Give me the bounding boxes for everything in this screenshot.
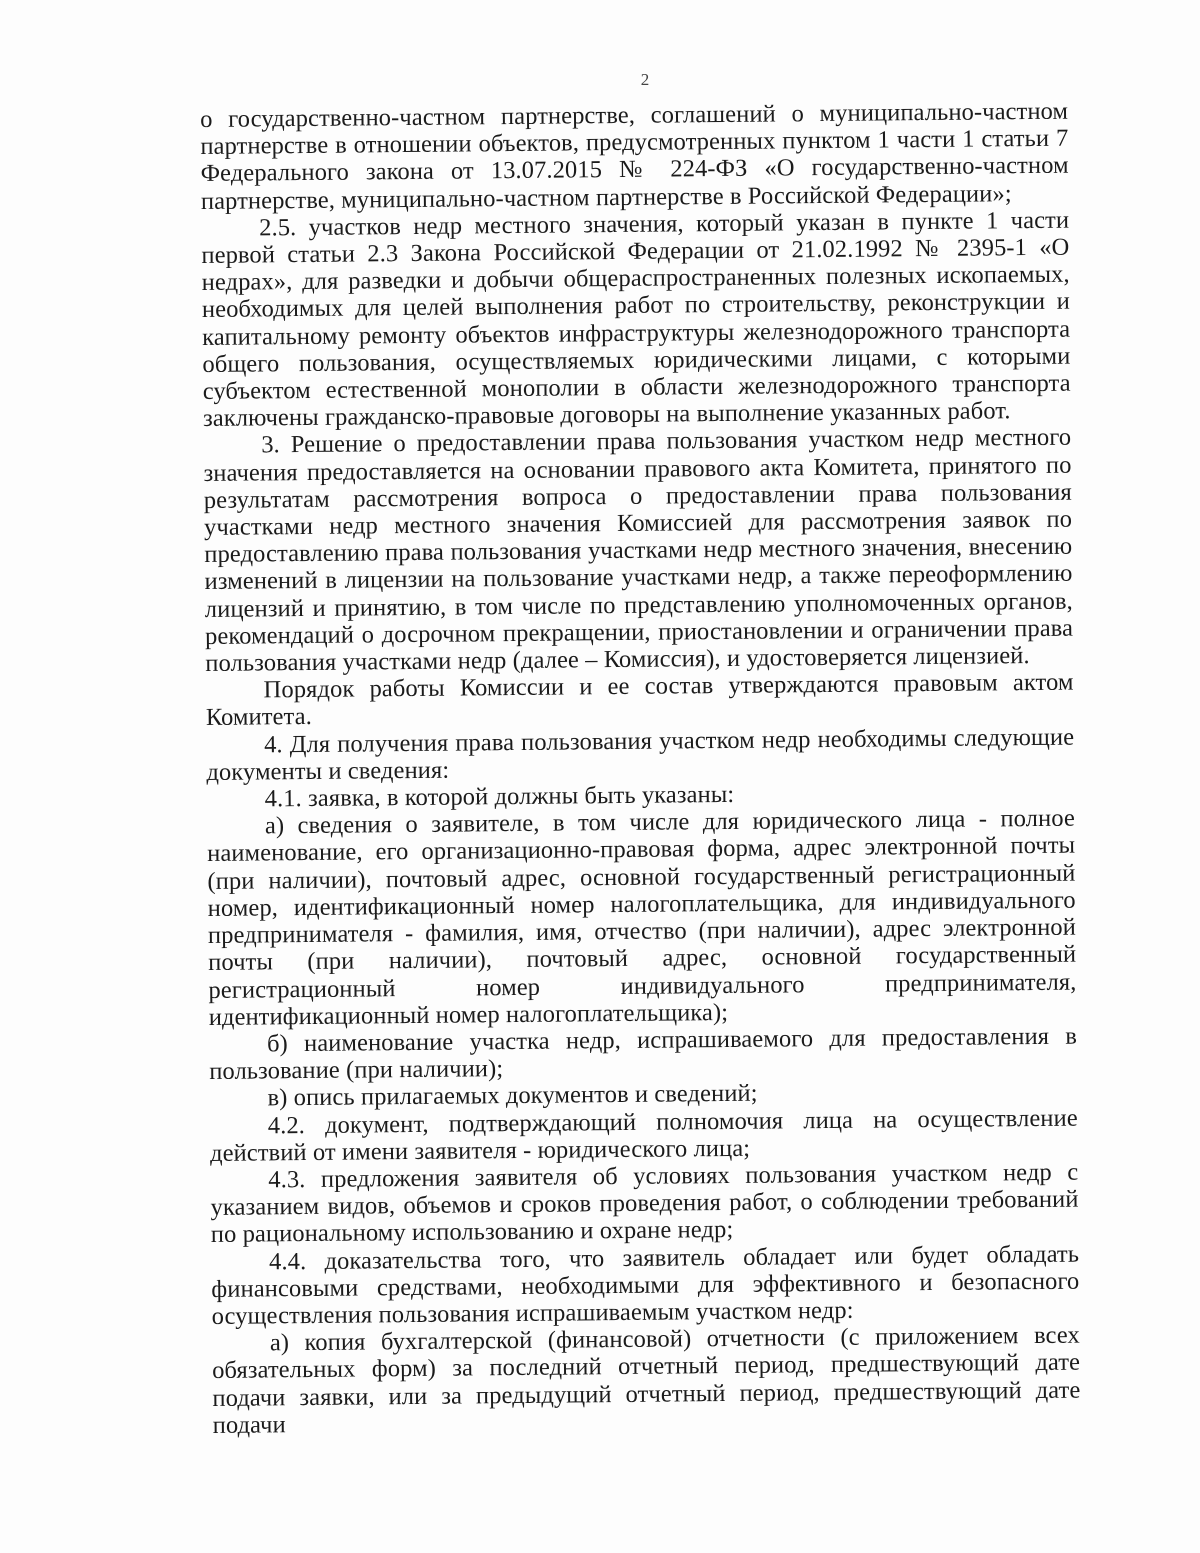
paragraph-4-3: 4.3. предложения заявителя об условиях пользования участком недр с указанием видов, объемов и сроков проведения работ, о соблюдении требований по рациональному использованию и охране недр; (210, 1158, 1079, 1249)
page-number: 2 (640, 70, 650, 89)
paragraph-2-5: 2.5. участков недр местного значения, который указан в пункте 1 части первой статьи 2.3 Закона Российской Федерации от 21.02.1992 № 2395-1 «О недрах», для разведки и добычи общераспространенных полезных ископаемых, необходимых для целей выполнения работ по строительству, реконструкции и капитальному ремонту объектов инфраструктуры железнодорожного транспорта общего пользования, осуществляемых юридическими лицами, с которыми субъектом естественной монополии в области железнодорожного транспорта заключены гражданско-правовые договоры на выполнение указанных работ. (201, 206, 1071, 433)
paragraph-4-1: 4.1. заявка, в которой должны быть указаны: (264, 780, 735, 813)
paragraph-continuation: о государственно-частном партнерстве, соглашений о муниципально-частном партнерстве в отношении объектов, предусмотренных пунктом 1 части 1 статьи 7 Федерального закона от 13.07.2015 № 224-ФЗ «О государственно-частном партнерстве, муниципально-частном партнерстве в Российской Федерации»; (200, 97, 1069, 215)
paragraph-4: 4. Для получения права пользования участком недр необходимы следующие документы и сведения: (206, 723, 1075, 786)
paragraph-4-1-b: б) наименование участка недр, испрашиваемого для предоставления в пользование (при наличии); (209, 1022, 1078, 1086)
paragraph-4-2: 4.2. документ, подтверждающий полномочия лица на осуществление действий от имени заявителя - юридического лица; (209, 1104, 1078, 1167)
paragraph-4-1-a: а) сведения о заявителе, в том числе для юридического лица - полное наименование, его организационно-правовая форма, адрес электронной почты (при наличии), почтовый адрес, основной государственный регистрационный номер, идентификационный номер налогоплательщика, для индивидуального предпринимателя - фамилия, имя, отчество (при наличии), адрес электронной почты (при наличии), почтовый адрес, основной государственный регистрационный номер индивидуального предпринимателя, идентификационный номер налогоплательщика); (207, 804, 1077, 1031)
paragraph-4-4-a: а) копия бухгалтерской (финансовой) отчетности (с приложением всех обязательных форм) за последний отчетный период, предшествующий дате подачи заявки, или за предыдущий отчетный период, предшествующий дате подачи (212, 1321, 1081, 1439)
paragraph-4-4: 4.4. доказательства того, что заявитель обладает или будет обладать финансовыми средствами, необходимыми для эффективного и безопасного осуществления пользования испрашиваемым участком недр: (211, 1240, 1080, 1330)
paragraph-3: 3. Решение о предоставлении права пользования участком недр местного значения предоставляется на основании правового акта Комитета, принятого по результатам рассмотрения вопроса о предоставлении права пользования участками недр местного значения Комиссией для рассмотрения заявок по предоставлению права пользования участками недр местного значения, внесению изменений в лицензии на пользование участками недр, а также переоформлению лицензий и принятию, в том числе по представлению уполномоченных органов, рекомендаций о досрочном прекращении, приостановлении и ограничении права пользования участками недр (далее – Комиссия), и удостоверяется лицензией. (203, 424, 1074, 678)
paragraph-4-1-v: в) опись прилагаемых документов и сведений; (267, 1080, 758, 1112)
document-body (200, 98, 1081, 1439)
paragraph-commission-order: Порядок работы Комиссии и ее состав утверждаются правовым актом Комитета. (205, 668, 1074, 732)
